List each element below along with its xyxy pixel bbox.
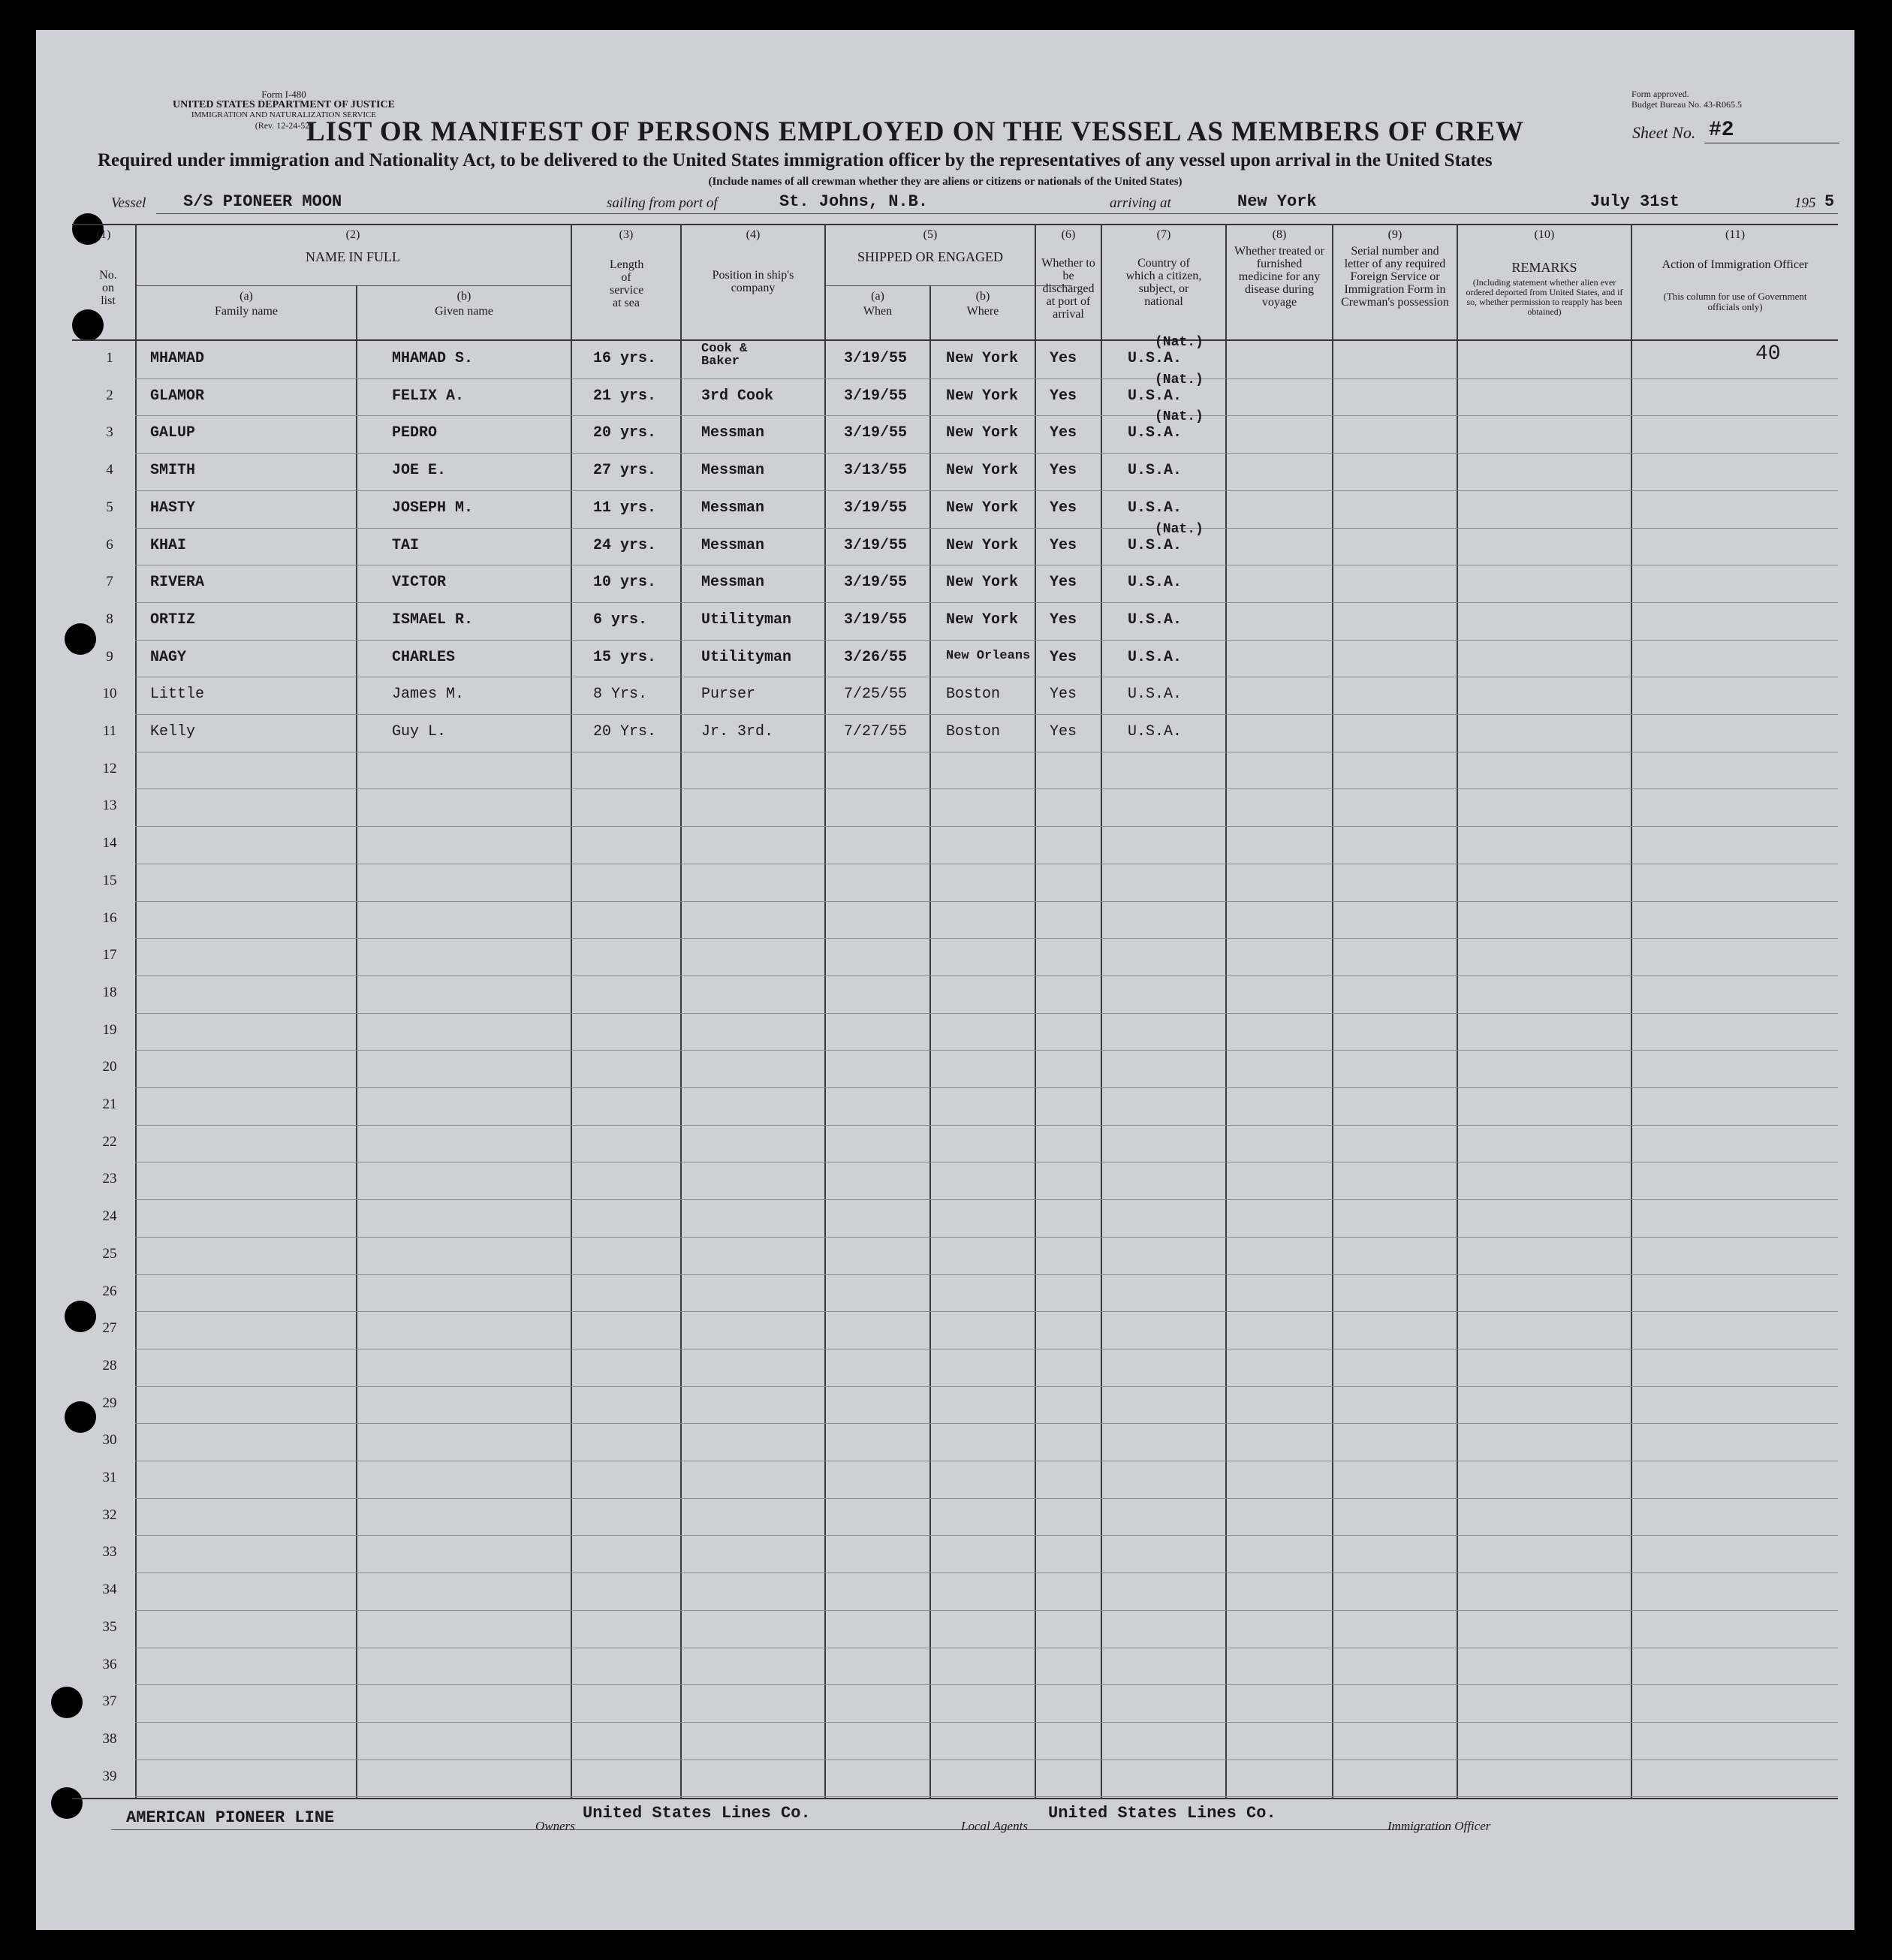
country-cell: U.S.A. (1128, 611, 1182, 629)
service-length-cell: 11 yrs. (593, 499, 657, 517)
col2a-number: (a) (240, 290, 253, 303)
discharge-cell: Yes (1050, 686, 1077, 703)
country-cell: U.S.A. (1128, 686, 1182, 703)
row-number: 27 (102, 1320, 117, 1336)
row-rule (135, 826, 1838, 827)
punch-hole (65, 1401, 96, 1433)
row-number: 6 (106, 537, 113, 553)
row-number: 28 (102, 1358, 117, 1374)
shipped-when-cell: 3/19/55 (844, 387, 908, 405)
row-number: 16 (102, 910, 117, 926)
country-cell: U.S.A. (1128, 424, 1182, 442)
col2b-number: (b) (456, 290, 471, 303)
punch-hole (65, 623, 96, 655)
shipped-when-cell: 3/26/55 (844, 649, 908, 666)
service-length-cell: 27 yrs. (593, 462, 657, 479)
year-prefix: 195 (1794, 195, 1816, 211)
form-number: Form I-480 (261, 89, 306, 100)
col9-number: (9) (1387, 228, 1402, 241)
col10-note: (Including statement whether alien ever ordered deported from United States, and if so, whether permission to reapply has been obtained) (1466, 277, 1623, 317)
discharge-cell: Yes (1050, 649, 1077, 666)
family-name-cell: HASTY (150, 499, 196, 517)
row-rule (135, 1125, 1838, 1126)
row-number: 19 (102, 1022, 117, 1038)
given-name-cell: CHARLES (392, 649, 456, 666)
family-name-cell: SMITH (150, 462, 196, 479)
discharge-cell: Yes (1050, 387, 1077, 405)
family-name-cell: MHAMAD (150, 350, 205, 367)
punch-hole (65, 1301, 96, 1332)
service-length-cell: 24 yrs. (593, 537, 657, 554)
shipped-when-cell: 3/19/55 (844, 350, 908, 367)
row-number: 2 (106, 387, 113, 403)
revision-date: (Rev. 12-24-52) (255, 120, 313, 131)
service-length-cell: 20 yrs. (593, 424, 657, 442)
punch-hole (51, 1687, 83, 1718)
col2-number: (2) (345, 228, 360, 241)
family-name-cell: KHAI (150, 537, 187, 554)
family-name-cell: RIVERA (150, 574, 205, 591)
row-rule (135, 1386, 1838, 1387)
country-cell: U.S.A. (1128, 649, 1182, 666)
shipped-where-cell: New York (946, 537, 1019, 554)
year-suffix: 5 (1824, 192, 1835, 211)
row-number: 11 (102, 723, 117, 739)
arriving-label: arriving at (1110, 195, 1171, 211)
shipped-when-cell: 3/19/55 (844, 537, 908, 554)
row-rule (135, 901, 1838, 902)
service-length-cell: 8 Yrs. (593, 686, 648, 703)
position-cell: Messman (701, 499, 765, 517)
discharge-cell: Yes (1050, 424, 1077, 442)
col5a-number: (a) (871, 290, 884, 303)
shipped-when-cell: 7/27/55 (844, 723, 908, 740)
row-number: 35 (102, 1619, 117, 1635)
row-number: 25 (102, 1246, 117, 1262)
country-cell: U.S.A. (1128, 537, 1182, 554)
service-length-cell: 20 Yrs. (593, 723, 657, 740)
col4-header: Position in ship's company (712, 269, 794, 294)
col2a-header: Family name (215, 305, 278, 318)
country-cell: U.S.A. (1128, 574, 1182, 591)
row-rule (135, 378, 1838, 379)
department-name: UNITED STATES DEPARTMENT OF JUSTICE (173, 99, 395, 110)
line-name: AMERICAN PIONEER LINE (126, 1808, 335, 1827)
given-name-cell: ISMAEL R. (392, 611, 474, 629)
row-number: 29 (102, 1395, 117, 1411)
arriving-port: New York (1237, 192, 1317, 211)
row-rule (135, 1684, 1838, 1685)
service-length-cell: 10 yrs. (593, 574, 657, 591)
col11-note: (This column for use of Government officials only) (1663, 291, 1807, 312)
row-rule (135, 1423, 1838, 1424)
row-rule (135, 1610, 1838, 1611)
given-name-cell: JOSEPH M. (392, 499, 474, 517)
shipped-where-cell: New York (946, 611, 1019, 629)
row-rule (135, 1050, 1838, 1051)
col5b-number: (b) (975, 290, 990, 303)
discharge-cell: Yes (1050, 499, 1077, 517)
row-number: 12 (102, 761, 117, 776)
row-rule (135, 602, 1838, 603)
col3-header: Length of service at sea (610, 258, 644, 309)
row-number: 9 (106, 649, 113, 665)
country-cell: U.S.A. (1128, 387, 1182, 405)
row-number: 24 (102, 1208, 117, 1224)
shipped-where-cell: New York (946, 387, 1019, 405)
owners-label: Owners (535, 1819, 575, 1833)
position-cell: 3rd Cook (701, 387, 774, 405)
discharge-cell: Yes (1050, 611, 1077, 629)
vessel-name: S/S PIONEER MOON (183, 192, 342, 211)
shipped-when-cell: 3/19/55 (844, 574, 908, 591)
col1-number: (1) (96, 228, 111, 241)
col11-number: (11) (1725, 228, 1746, 241)
shipped-where-cell: New York (946, 462, 1019, 479)
given-name-cell: MHAMAD S. (392, 350, 474, 367)
row-number: 3 (106, 424, 113, 440)
shipped-where-cell: Boston (946, 723, 1001, 740)
sheet-number: #2 (1709, 119, 1734, 142)
row-rule (135, 1759, 1838, 1760)
given-name-cell: Guy L. (392, 723, 447, 740)
country-cell: U.S.A. (1128, 499, 1182, 517)
country-cell: U.S.A. (1128, 723, 1182, 740)
service-length-cell: 6 yrs. (593, 611, 648, 629)
row-number: 14 (102, 835, 117, 851)
col8-header: Whether treated or furnished medicine for any disease during voyage (1234, 245, 1324, 309)
discharge-cell: Yes (1050, 350, 1077, 367)
shipped-when-cell: 3/13/55 (844, 462, 908, 479)
row-rule (135, 1237, 1838, 1238)
given-name-cell: James M. (392, 686, 465, 703)
row-rule (135, 1722, 1838, 1723)
sailing-label: sailing from port of (607, 195, 718, 211)
row-number: 7 (106, 574, 113, 590)
row-number: 36 (102, 1657, 117, 1672)
row-number: 8 (106, 611, 113, 627)
row-number: 31 (102, 1470, 117, 1485)
row-rule (135, 453, 1838, 454)
row-rule (135, 415, 1838, 416)
col5a-header: When (863, 305, 893, 318)
shipped-when-cell: 3/19/55 (844, 499, 908, 517)
col7-header: Country of which a citizen, subject, or national (1125, 257, 1202, 308)
col11-header: Action of Immigration Officer (1662, 258, 1809, 271)
row-rule (135, 1498, 1838, 1499)
col2-header: NAME IN FULL (306, 249, 400, 264)
row-number: 22 (102, 1134, 117, 1150)
officer-mark: 40 (1755, 342, 1781, 366)
row-rule (135, 1013, 1838, 1014)
punch-hole (51, 1787, 83, 1819)
family-name-cell: Kelly (150, 723, 196, 740)
row-number: 39 (102, 1769, 117, 1784)
col7-number: (7) (1156, 228, 1171, 241)
row-number: 26 (102, 1283, 117, 1299)
row-number: 32 (102, 1507, 117, 1523)
family-name-cell: GLAMOR (150, 387, 205, 405)
discharge-cell: Yes (1050, 723, 1077, 740)
col5-number: (5) (923, 228, 938, 241)
service-length-cell: 21 yrs. (593, 387, 657, 405)
given-name-cell: VICTOR (392, 574, 447, 591)
shipped-where-cell: Boston (946, 686, 1001, 703)
position-cell: Messman (701, 537, 765, 554)
given-name-cell: TAI (392, 537, 420, 554)
naturalized-note: (Nat.) (1155, 335, 1204, 350)
service-name: IMMIGRATION AND NATURALIZATION SERVICE (191, 110, 377, 119)
row-rule (135, 528, 1838, 529)
shipped-when-cell: 3/19/55 (844, 611, 908, 629)
position-cell: Utilityman (701, 611, 792, 629)
row-rule (135, 1796, 1838, 1797)
page-title: LIST OR MANIFEST OF PERSONS EMPLOYED ON THE VESSEL AS MEMBERS OF CREW (306, 116, 1524, 147)
naturalized-note: (Nat.) (1155, 522, 1204, 537)
agents-label: Local Agents (961, 1819, 1028, 1833)
row-number: 10 (102, 686, 117, 701)
sheet-label: Sheet No. (1632, 123, 1696, 142)
position-cell: Messman (701, 462, 765, 479)
position-cell: Purser (701, 686, 756, 703)
row-number: 21 (102, 1096, 117, 1112)
position-cell: Jr. 3rd. (701, 723, 774, 740)
col2b-header: Given name (435, 305, 493, 318)
given-name-cell: JOE E. (392, 462, 447, 479)
family-name-cell: NAGY (150, 649, 187, 666)
shipped-when-cell: 7/25/55 (844, 686, 908, 703)
sailing-port: St. Johns, N.B. (779, 192, 929, 211)
row-number: 18 (102, 985, 117, 1000)
row-rule (135, 1087, 1838, 1088)
budget-bureau: Budget Bureau No. 43-R065.5 (1631, 99, 1742, 110)
row-number: 1 (106, 350, 113, 366)
col5b-header: Where (966, 305, 999, 318)
row-rule (135, 938, 1838, 939)
discharge-cell: Yes (1050, 574, 1077, 591)
discharge-cell: Yes (1050, 462, 1077, 479)
col6-header: Whether to be discharged at port of arrival (1041, 257, 1095, 321)
owners-name: United States Lines Co. (583, 1804, 811, 1823)
row-number: 17 (102, 947, 117, 963)
shipped-where-cell: New York (946, 424, 1019, 442)
shipped-when-cell: 3/19/55 (844, 424, 908, 442)
form-approved: Form approved. (1631, 89, 1689, 99)
row-rule (135, 640, 1838, 641)
discharge-cell: Yes (1050, 537, 1077, 554)
punch-hole (72, 309, 104, 341)
row-rule (135, 1199, 1838, 1200)
given-name-cell: FELIX A. (392, 387, 465, 405)
row-rule (135, 1311, 1838, 1312)
position-cell: Cook & Baker (701, 342, 748, 369)
row-number: 20 (102, 1059, 117, 1075)
row-number: 37 (102, 1693, 117, 1709)
row-number: 13 (102, 798, 117, 813)
col9-header: Serial number and letter of any required Foreign Service or Immigration Form in Crewman's possession (1341, 245, 1449, 309)
immigration-officer-label: Immigration Officer (1387, 1819, 1491, 1833)
position-cell: Messman (701, 424, 765, 442)
page-note: (Include names of all crewman whether they are aliens or citizens or nationals of the United States) (708, 176, 1182, 188)
col8-number: (8) (1272, 228, 1287, 241)
country-cell: U.S.A. (1128, 350, 1182, 367)
service-length-cell: 16 yrs. (593, 350, 657, 367)
col10-header: REMARKS (1511, 260, 1577, 275)
row-rule (135, 1274, 1838, 1275)
page-subtitle: Required under immigration and Nationality Act, to be delivered to the United States immigration officer by the representatives of any vessel upon arrival in the United States (98, 150, 1493, 170)
row-number: 34 (102, 1582, 117, 1597)
service-length-cell: 15 yrs. (593, 649, 657, 666)
row-rule (135, 975, 1838, 976)
vessel-label: Vessel (111, 195, 146, 211)
naturalized-note: (Nat.) (1155, 409, 1204, 424)
col5-header: SHIPPED OR ENGAGED (857, 249, 1003, 264)
row-number: 23 (102, 1171, 117, 1187)
row-number: 33 (102, 1544, 117, 1560)
position-cell: Utilityman (701, 649, 792, 666)
col3-number: (3) (619, 228, 634, 241)
naturalized-note: (Nat.) (1155, 372, 1204, 387)
col10-number: (10) (1534, 228, 1555, 241)
row-number: 15 (102, 873, 117, 888)
shipped-where-cell: New York (946, 574, 1019, 591)
row-rule (135, 1535, 1838, 1536)
row-number: 38 (102, 1731, 117, 1747)
col6-number: (6) (1061, 228, 1076, 241)
row-number: 30 (102, 1432, 117, 1448)
country-cell: U.S.A. (1128, 462, 1182, 479)
shipped-where-cell: New Orleans (946, 649, 1031, 663)
row-rule (135, 490, 1838, 491)
col4-number: (4) (746, 228, 761, 241)
position-cell: Messman (701, 574, 765, 591)
row-number: 5 (106, 499, 113, 515)
family-name-cell: Little (150, 686, 205, 703)
agents-name: United States Lines Co. (1048, 1804, 1276, 1823)
family-name-cell: GALUP (150, 424, 196, 442)
row-rule (135, 714, 1838, 715)
given-name-cell: PEDRO (392, 424, 438, 442)
shipped-where-cell: New York (946, 499, 1019, 517)
family-name-cell: ORTIZ (150, 611, 196, 629)
shipped-where-cell: New York (946, 350, 1019, 367)
row-number: 4 (106, 462, 113, 478)
arrival-date: July 31st (1590, 192, 1680, 211)
manifest-sheet (36, 30, 1854, 1930)
col1-header: No. on list (99, 269, 117, 307)
